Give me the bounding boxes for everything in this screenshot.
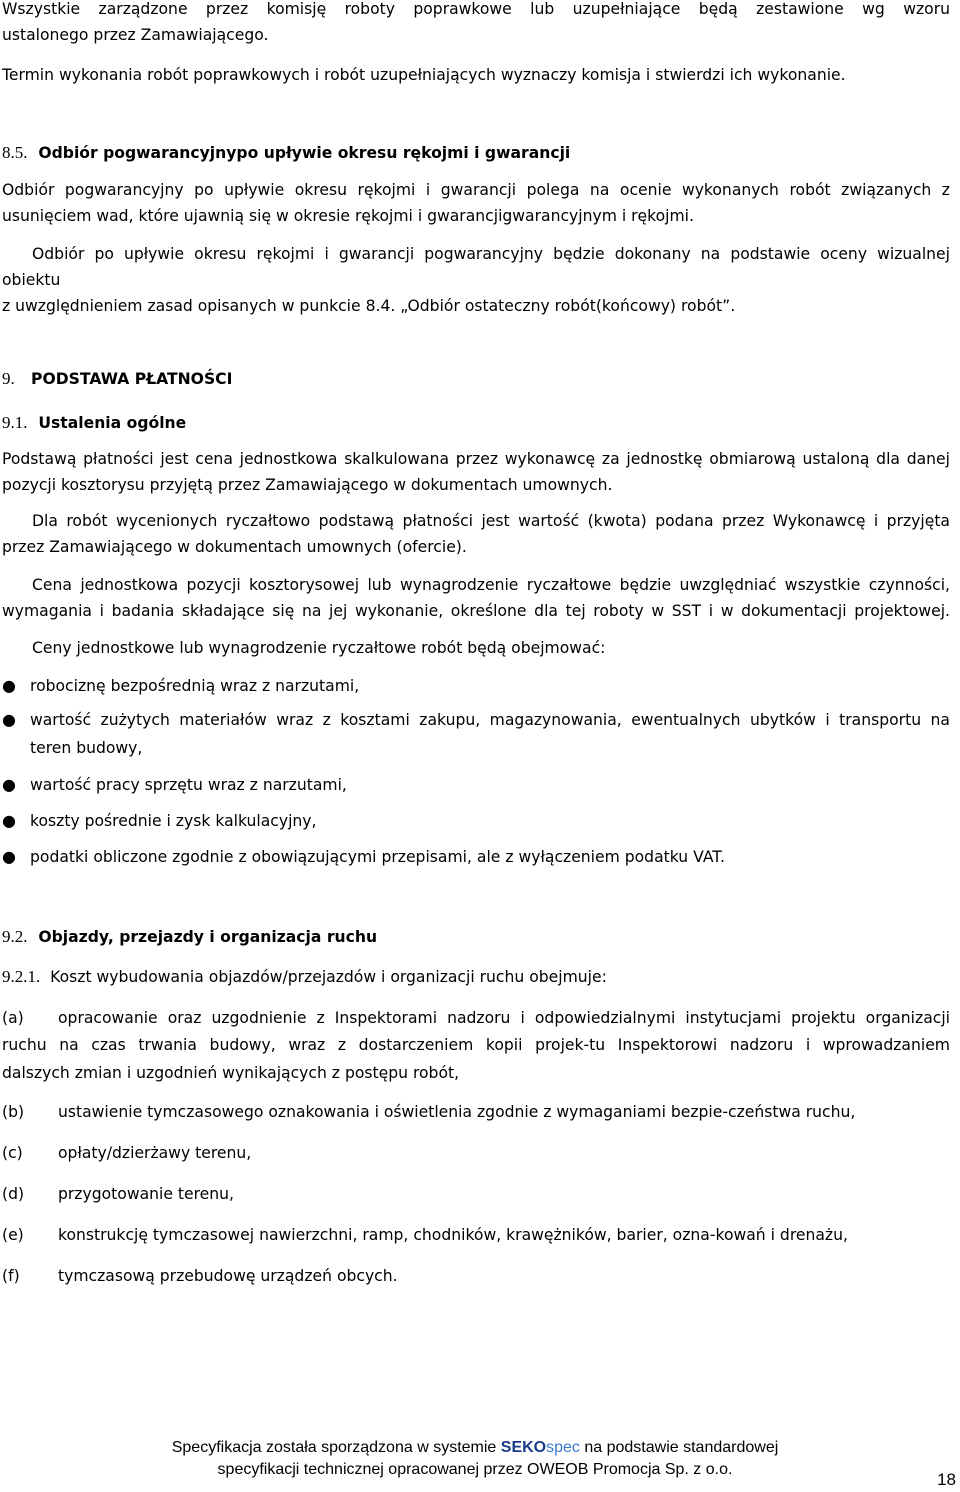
list-item: opracowanie oraz uzgodnienie z Inspektorami nadzoru i odpowiedzialnymi instytucjami projektu organizacji [58, 1009, 950, 1027]
list-item: koszty pośrednie i zysk kalkulacyjny, [30, 812, 317, 830]
section-heading-9-2 [2, 924, 950, 950]
paragraph-line: Cena jednostkowa pozycji kosztorysowej lub wynagrodzenie ryczałtowe będzie uwzględniać wszystkie czynności, [32, 576, 950, 594]
paragraph-line: przez Zamawiającego w dokumentach umownych (ofercie). [2, 538, 467, 556]
list-item-continuation: ruchu na czas trwania budowy, wraz z dostarczeniem kopii projek-tu Inspektorowi nadzoru i wprowadzaniem [2, 1036, 950, 1054]
bullet-icon: ● [2, 710, 16, 729]
paragraph-line: Odbiór po upływie okresu rękojmi i gwarancji pogwarancyjny będzie dokonany na podstawie oceny wizualnej [32, 245, 950, 263]
section-number: 9. [2, 369, 15, 388]
section-heading-9-1 [2, 410, 950, 436]
list-item: robociznę bezpośrednią wraz z narzutami, [30, 677, 360, 695]
item-label: (e) [2, 1226, 24, 1244]
section-heading-9 [2, 366, 950, 392]
section-title: Odbiór pogwarancyjnypo upływie okresu rękojmi i gwarancji [38, 144, 571, 162]
item-label: (f) [2, 1267, 20, 1285]
paragraph-line: Podstawą płatności jest cena jednostkowa skalkulowana przez wykonawcę za jednostkę obmiarową ustaloną dla danej [2, 450, 950, 468]
subsection-heading-9-2-1 [2, 964, 950, 990]
paragraph-line: Termin wykonania robót poprawkowych i robót uzupełniających wyznaczy komisja i stwierdzi ich wykonanie. [2, 66, 846, 84]
bullet-icon: ● [2, 847, 16, 866]
list-item-continuation: teren budowy, [30, 739, 143, 757]
bullet-icon: ● [2, 811, 16, 830]
footer-text: Specyfikacja została sporządzona w systemie [171, 1439, 497, 1456]
section-title: PODSTAWA PŁATNOŚCI [31, 370, 233, 388]
list-item: przygotowanie terenu, [58, 1185, 234, 1203]
paragraph-line: wymagania i badania składające się na jej wykonanie, określone dla tej roboty w SST i w dokumentacji projektowej. [2, 602, 950, 620]
list-item: podatki obliczone zgodnie z obowiązującymi przepisami, ale z wyłączeniem podatku VAT. [30, 848, 725, 866]
section-number: 9.1. [2, 413, 28, 432]
paragraph-line: pozycji kosztorysu przyjętą przez Zamawiającego w dokumentach umownych. [2, 476, 613, 494]
section-number: 9.2.1. [2, 967, 41, 986]
footer-line-1 [90, 1437, 860, 1459]
paragraph-line: Ceny jednostkowe lub wynagrodzenie ryczałtowe robót będą obejmować: [32, 639, 606, 657]
bullet-icon: ● [2, 775, 16, 794]
section-title: Objazdy, przejazdy i organizacja ruchu [38, 928, 378, 946]
footer-line-2: specyfikacji technicznej opracowanej przez OWEOB Promocja Sp. z o.o. [217, 1461, 733, 1478]
section-number: 9.2. [2, 927, 28, 946]
bullet-icon: ● [2, 676, 16, 695]
list-item: wartość pracy sprzętu wraz z narzutami, [30, 776, 347, 794]
item-label: (b) [2, 1103, 25, 1121]
paragraph-line: Odbiór pogwarancyjny po upływie okresu rękojmi i gwarancji polega na ocenie wykonanych robót związanych z [2, 181, 950, 199]
paragraph-line: z uwzględnieniem zasad opisanych w punkcie 8.4. „Odbiór ostateczny robót(końcowy) robót”. [2, 297, 736, 315]
item-label: (c) [2, 1144, 23, 1162]
footer-text: na podstawie standardowej [584, 1439, 779, 1456]
list-item-continuation: dalszych zmian i uzgodnień wynikających z postępu robót, [2, 1064, 460, 1082]
list-item: konstrukcję tymczasowej nawierzchni, ramp, chodników, krawężników, barier, ozna-kowań i drenażu, [58, 1226, 848, 1244]
paragraph-line: obiektu [2, 271, 61, 289]
page-number: 18 [937, 1470, 956, 1489]
item-label: (a) [2, 1009, 24, 1027]
subsection-text: Koszt wybudowania objazdów/przejazdów i organizacji ruchu obejmuje: [50, 968, 607, 986]
item-label: (d) [2, 1185, 25, 1203]
list-item: ustawienie tymczasowego oznakowania i oświetlenia zgodnie z wymaganiami bezpie-czeństwa ruchu, [58, 1103, 856, 1121]
section-number: 8.5. [2, 143, 28, 162]
paragraph-line: Wszystkie zarządzone przez komisję roboty poprawkowe lub uzupełniające będą zestawione wg wzoru [2, 0, 950, 18]
paragraph-line: usunięciem wad, które ujawnią się w okresie rękojmi i gwarancjigwarancyjnym i rękojmi. [2, 207, 694, 225]
paragraph-line: ustalonego przez Zamawiającego. [2, 26, 269, 44]
sekospec-logo-spec: spec [546, 1439, 580, 1456]
list-item: wartość zużytych materiałów wraz z kosztami zakupu, magazynowania, ewentualnych ubytków i transportu na [30, 711, 950, 729]
list-item: opłaty/dzierżawy terenu, [58, 1144, 252, 1162]
section-heading-8-5 [2, 140, 950, 166]
list-item: tymczasową przebudowę urządzeń obcych. [58, 1267, 398, 1285]
paragraph-line: Dla robót wycenionych ryczałtowo podstawą płatności jest wartość (kwota) podana przez Wykonawcę i przyjęta [32, 512, 950, 530]
sekospec-logo-seko: SEKO [500, 1439, 547, 1456]
section-title: Ustalenia ogólne [38, 414, 187, 432]
